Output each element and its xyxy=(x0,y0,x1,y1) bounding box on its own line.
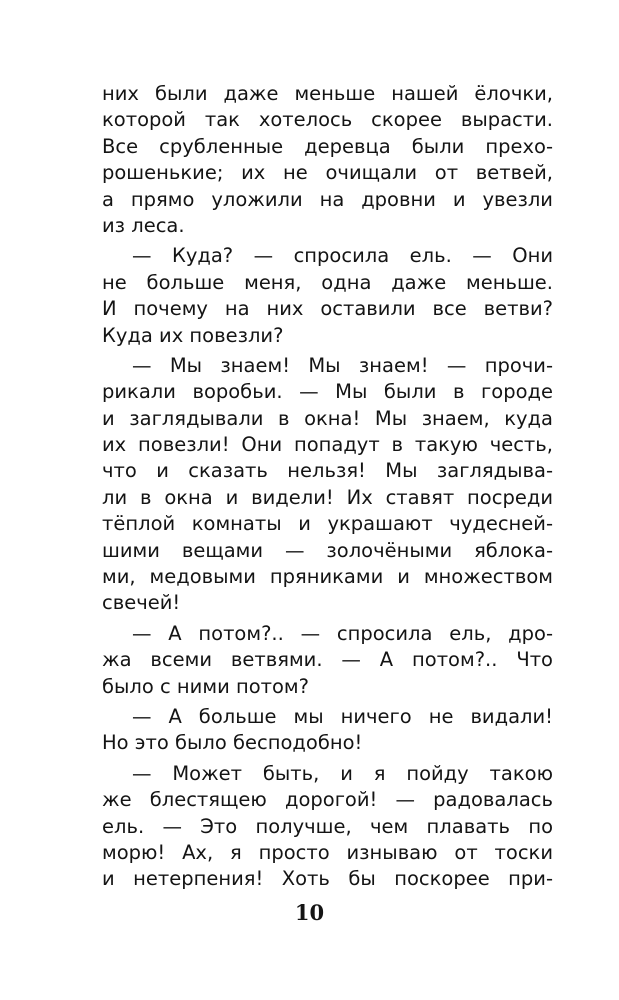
text-line: было с ними потом? xyxy=(102,674,309,698)
text-line: Но это было бесподобно! xyxy=(102,731,363,755)
text-line: жа всеми ветвями. — А потом?.. Что xyxy=(102,648,553,672)
text-line: же блестящею дорогой! — радовалась xyxy=(102,788,553,812)
text-line: что и сказать нельзя! Мы заглядыва- xyxy=(102,459,553,483)
text-line: из леса. xyxy=(102,213,185,237)
text-line: ли в окна и видели! Их ставят посреди xyxy=(102,485,553,509)
text-line: и заглядывали в окна! Мы знаем, куда xyxy=(102,406,553,430)
text-line: Куда их повезли? xyxy=(102,323,284,347)
text-line: рошенькие; их не очищали от ветвей, xyxy=(102,161,553,185)
text-line: морю! Ах, я просто изнываю от тоски xyxy=(102,840,553,864)
text-line: не больше меня, одна даже меньше. xyxy=(102,270,553,294)
text-line: и нетерпения! Хоть бы поскорее при- xyxy=(102,867,553,891)
text-line: — Мы знаем! Мы знаем! — прочи- xyxy=(132,353,553,377)
text-line: их повезли! Они попадут в такую честь, xyxy=(102,433,553,457)
text-line: — Куда? — спросила ель. — Они xyxy=(132,244,553,268)
page-number: 10 xyxy=(294,900,325,925)
text-line: И почему на них оставили все ветви? xyxy=(102,297,553,321)
text-line: рикали воробьи. — Мы были в городе xyxy=(102,380,553,404)
text-line: — А потом?.. — спросила ель, дро- xyxy=(132,621,553,645)
text-line: свечей! xyxy=(102,591,181,615)
text-line: а прямо уложили на дровни и увезли xyxy=(102,187,553,211)
text-line: которой так хотелось скорее вырасти. xyxy=(102,108,553,132)
text-line: шими вещами — золочёными яблока- xyxy=(102,538,553,562)
body-text xyxy=(102,81,553,893)
text-line: них были даже меньше нашей ёлочки, xyxy=(102,82,553,105)
text-line: Все срубленные деревца были прехо- xyxy=(102,134,553,158)
text-line: — Может быть, и я пойду такою xyxy=(132,761,553,785)
text-line: ми, медовыми пряниками и множеством xyxy=(102,565,553,589)
text-line: ель. — Это получше, чем плавать по xyxy=(102,814,553,838)
text-line: — А больше мы ничего не видали! xyxy=(132,704,553,728)
text-line: тёплой комнаты и украшают чудесней- xyxy=(102,512,553,536)
